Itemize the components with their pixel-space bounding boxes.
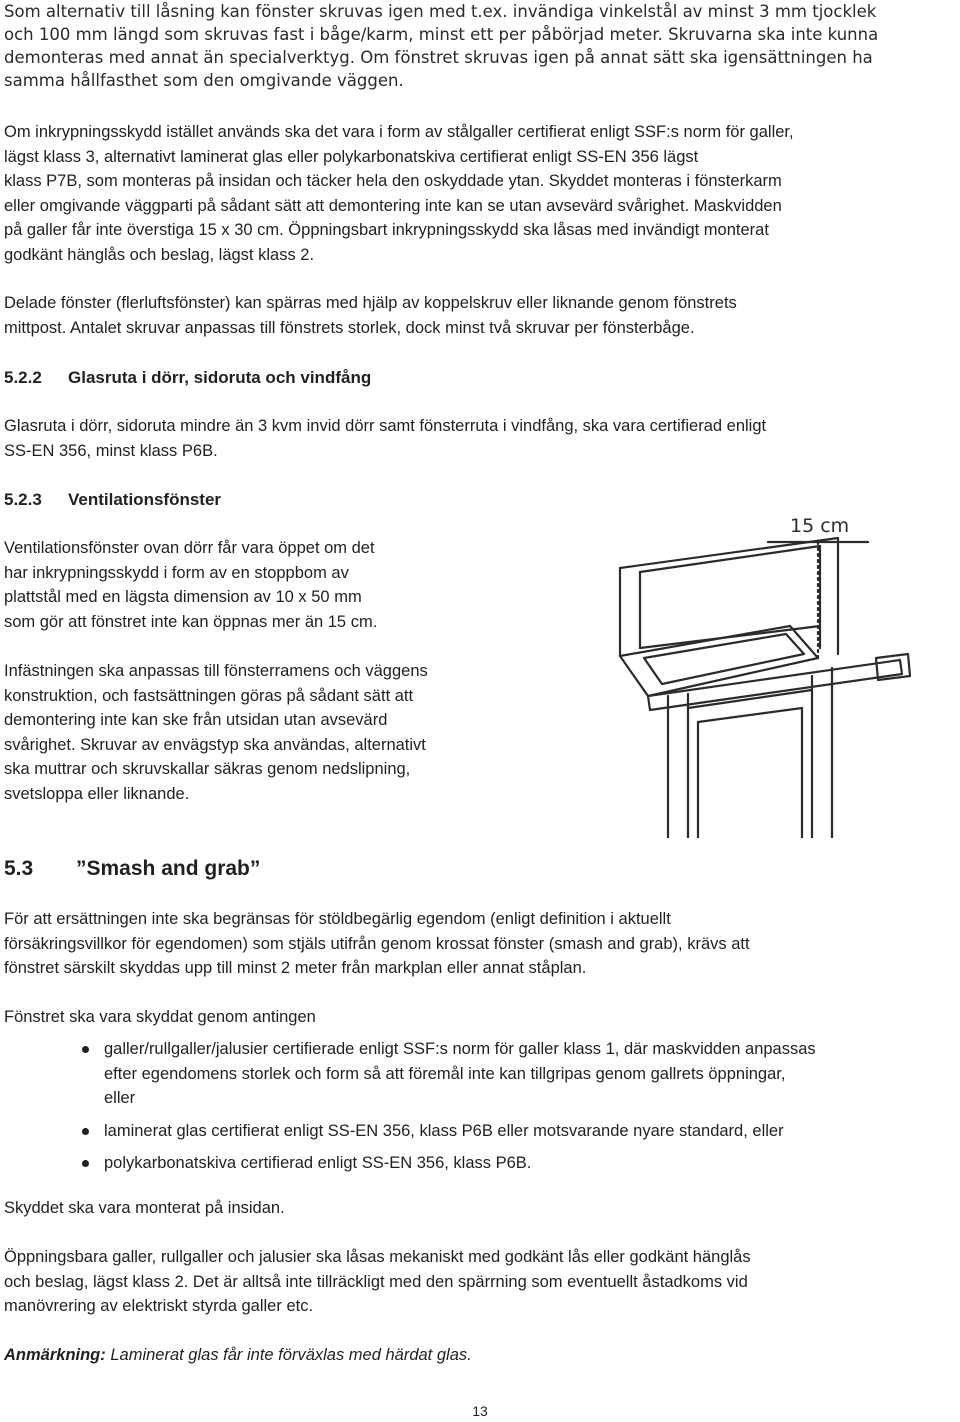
text-line: plattstål med en lägsta dimension av 10 x 50 mm (4, 588, 362, 606)
text-line: Glasruta i dörr, sidoruta mindre än 3 kvm invid dörr samt fönsterruta i vindfång, ska vara certifierad enligt (4, 417, 767, 435)
text-line: eller omgivande väggparti på sådant sätt att demontering inte kan se utan avsevärd svårighet. Maskvidden (4, 196, 782, 215)
fonstret-skyddat-paragraph: Fönstret ska vara skyddat genom antingen (4, 1008, 316, 1026)
text-line: har inkrypningsskydd i form av en stoppbom av (4, 563, 349, 582)
frame-top-edge (620, 538, 838, 568)
page-number: 13 (472, 1403, 488, 1419)
section-heading-5-2-2 (4, 366, 371, 390)
sash-hinge-line (640, 626, 820, 648)
anmarkning-note (4, 1343, 472, 1368)
text-line: eller (104, 1089, 136, 1107)
text-line: mittpost. Antalet skruvar anpassas till fönstrets storlek, dock minst två skruvar per fönsterbåge. (4, 318, 695, 337)
section-heading-5-3 (4, 855, 260, 883)
text-line: efter egendomens storlek och form så att föremål inte kan tillgripas genom gallrets öppningar, (104, 1064, 786, 1083)
list-item (0, 1151, 956, 1176)
text-line: samma hållfasthet som den omgivande väggen. (4, 71, 404, 90)
inkrypningsskydd-paragraph (4, 120, 794, 267)
section-title: ”Smash and grab” (76, 857, 261, 880)
door-lintel (688, 690, 812, 708)
text-line: och 100 mm längd som skruvas fast i båge/karm, minst ett per påbörjad meter. Skruvarna ska inte kunna (4, 25, 879, 44)
text-line: laminerat glas certifierat enligt SS-EN 356, klass P6B eller motsvarande nyare standard, eller (104, 1121, 784, 1140)
text-line: Öppningsbara galler, rullgaller och jalusier ska låsas mekaniskt med godkänt lås eller godkänt hänglås (4, 1248, 751, 1266)
bullet-icon (82, 1160, 89, 1167)
text-line: Ventilationsfönster ovan dörr får vara öppet om det (4, 539, 375, 557)
text-line: SS-EN 356, minst klass P6B. (4, 441, 218, 460)
note-text: Laminerat glas får inte förväxlas med härdat glas. (105, 1346, 472, 1364)
intro-scanned-paragraph (4, 0, 944, 92)
ventilation-window-illustration (600, 508, 956, 838)
text-line: försäkringsvillkor för egendomen) som stjäls utifrån genom krossat fönster (smash and grab), krävs att (4, 934, 750, 953)
glasruta-paragraph (4, 414, 766, 463)
text-line: Infästningen ska anpassas till fönsterramens och väggens (4, 662, 428, 680)
infastning-paragraph (4, 659, 428, 806)
dimension-label: 15 cm (790, 515, 850, 537)
section-number: 5.2.2 (4, 368, 42, 387)
note-label: Anmärkning: (4, 1346, 106, 1364)
list-item (0, 1037, 956, 1111)
ventilationsfonster-paragraph (4, 536, 377, 634)
skyddet-insidan-paragraph: Skyddet ska vara monterat på insidan. (4, 1199, 285, 1217)
smash-and-grab-paragraph (4, 907, 750, 981)
section-number: 5.2.3 (4, 490, 42, 509)
text-line: lägst klass 3, alternativt laminerat glas eller polykarbonatskiva certifierat enligt SS-EN 356 lägst (4, 147, 699, 166)
text-line: demonteras med annat än specialverktyg. Om fönstret skruvas igen på annat sätt ska igensättningen ha (4, 48, 873, 67)
delade-fonster-paragraph (4, 291, 737, 340)
text-line: Som alternativ till låsning kan fönster skruvas igen med t.ex. invändiga vinkelstål av minst 3 mm tjocklek (4, 2, 877, 21)
text-line: och beslag, lägst klass 2. Det är alltså inte tillräckligt med den spärrning som eventuellt åstadkoms vid (4, 1272, 748, 1291)
section-number: 5.3 (4, 857, 34, 880)
text-line: godkänt hänglås och beslag, lägst klass 2. (4, 245, 315, 264)
text-line: konstruktion, och fastsättningen göras på sådant sätt att (4, 686, 414, 705)
section-title: Ventilationsfönster (68, 490, 222, 509)
list-item (0, 1119, 956, 1144)
text-line: klass P7B, som monteras på insidan och täcker hela den oskyddade ytan. Skyddet monteras i fönsterkarm (4, 172, 782, 190)
text-line: som gör att fönstret inte kan öppnas mer än 15 cm. (4, 612, 378, 631)
text-line: Delade fönster (flerluftsfönster) kan spärras med hjälp av koppelskruv eller liknande genom fönstrets (4, 294, 737, 312)
oppningsbara-galler-paragraph (4, 1245, 751, 1319)
text-line: på galler får inte överstiga 15 x 30 cm. Öppningsbart inkrypningsskydd ska låsas med invändigt monterat (4, 221, 769, 239)
text-line: ska muttrar och skruvskallar säkras genom nedslipning, (4, 760, 411, 778)
text-line: galler/rullgaller/jalusier certifierade enligt SSF:s norm för galler klass 1, där maskvidden anpassas (104, 1040, 816, 1058)
text-line: svårighet. Skruvar av envägstyp ska användas, alternativt (4, 735, 426, 754)
section-title: Glasruta i dörr, sidoruta och vindfång (68, 368, 372, 387)
section-heading-5-2-3 (4, 488, 221, 512)
text-line: manövrering av elektriskt styrda galler etc. (4, 1297, 314, 1315)
bullet-icon (82, 1128, 89, 1135)
text-line: demontering inte kan ske från utsidan utan avsevärd (4, 711, 388, 729)
text-line: Om inkrypningsskydd istället används ska det vara i form av stålgaller certifierat enligt SSF:s norm för galler, (4, 123, 794, 141)
bullet-icon (82, 1046, 89, 1053)
text-line: För att ersättningen inte ska begränsas för stöldbegärlig egendom (enligt definition i aktuellt (4, 910, 671, 928)
text-line: svetsloppa eller liknande. (4, 784, 190, 803)
frame-inner-top (640, 546, 820, 572)
protection-options-list (0, 1037, 956, 1184)
text-line: fönstret särskilt skyddas upp till minst 2 meter från markplan eller annat ståplan. (4, 959, 587, 977)
text-line: polykarbonatskiva certifierad enligt SS-EN 356, klass P6B. (104, 1154, 532, 1172)
door-panel-top (698, 708, 802, 722)
